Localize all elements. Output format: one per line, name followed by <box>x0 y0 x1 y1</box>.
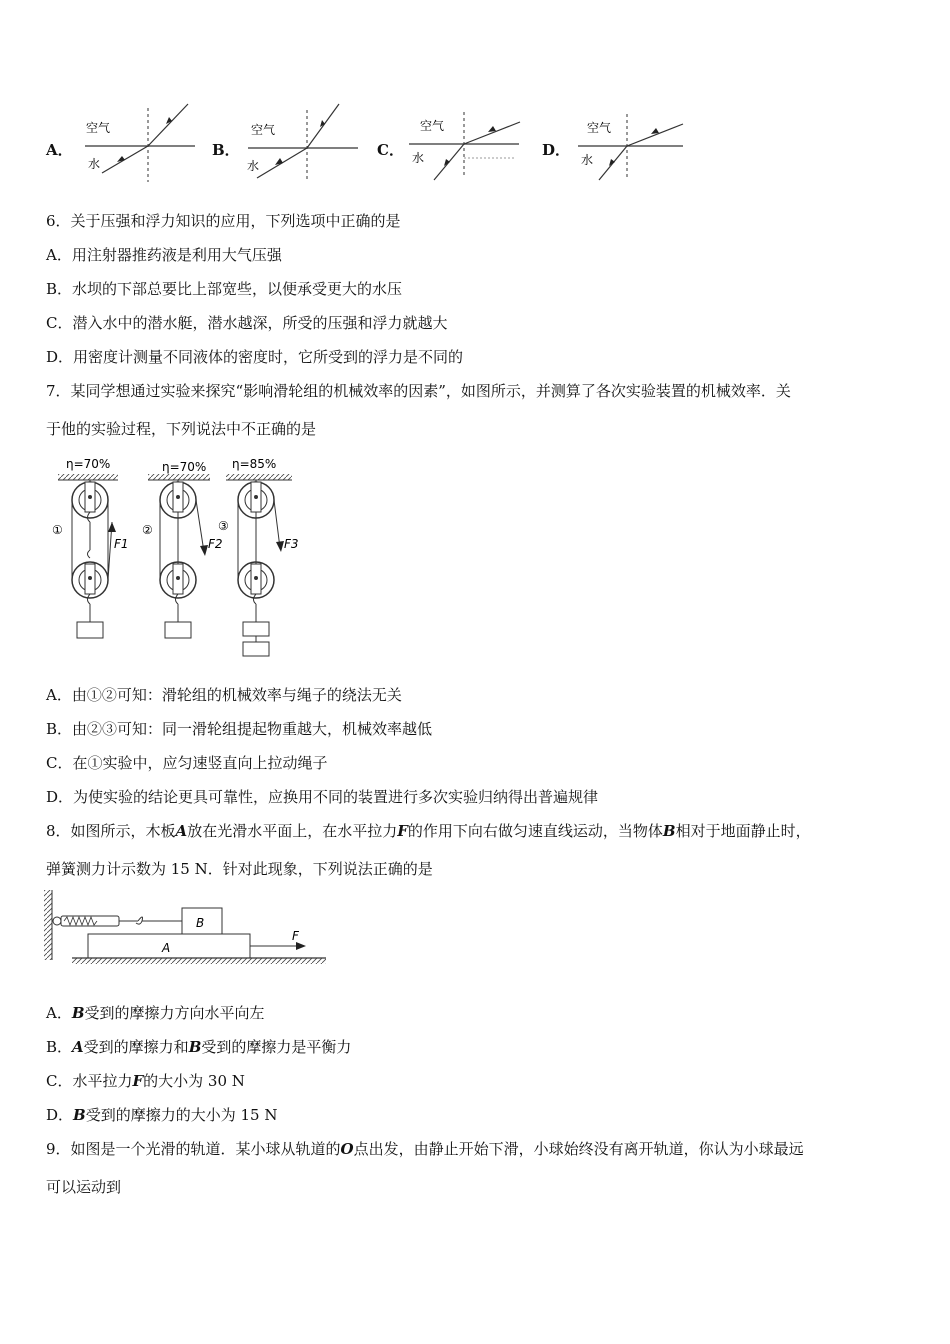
water-label: 水 <box>247 159 260 173</box>
water-label: 水 <box>581 153 594 167</box>
q7-pulley-figure <box>46 452 306 662</box>
q5-figure-c <box>404 106 524 186</box>
q7-option-b: B．由②③可知：同一滑轮组提起物重越大，机械效率越低 <box>46 720 433 738</box>
water-label: 水 <box>88 157 101 171</box>
q5-option-c-letter: C． <box>377 141 404 159</box>
force-f-label: F <box>292 929 299 943</box>
q8-option-c: C．水平拉力F的大小为 30 N <box>46 1072 245 1090</box>
q5-figure-b <box>243 98 363 188</box>
setup-label-1: ① <box>52 523 63 537</box>
q6-stem: 6．关于压强和浮力知识的应用，下列选项中正确的是 <box>46 212 401 230</box>
air-label: 空气 <box>86 121 111 135</box>
water-label: 水 <box>412 151 425 165</box>
q7-option-d: D．为使实验的结论更具可靠性，应换用不同的装置进行多次实验归纳得出普遍规律 <box>46 788 599 806</box>
force-label-f2: F2 <box>208 537 223 551</box>
q9-stem-line1: 9．如图是一个光滑的轨道．某小球从轨道的O点出发，由静止开始下滑，小球始终没有离开轨道，你认为小球最远 <box>46 1140 804 1158</box>
q8-option-d: D．B受到的摩擦力的大小为 15 N <box>46 1106 278 1124</box>
q7-stem-line2: 于他的实验过程，下列说法中不正确的是 <box>46 420 317 438</box>
q7-option-a: A．由①②可知：滑轮组的机械效率与绳子的绕法无关 <box>46 686 402 704</box>
pulley-setup-1 <box>52 480 129 638</box>
setup-label-3: ③ <box>218 519 229 533</box>
eta-label-2: η=70% <box>162 460 207 474</box>
pulley-setup-2 <box>142 480 223 638</box>
q5-option-d-letter: D． <box>542 141 571 159</box>
q8-option-b: B．A受到的摩擦力和B受到的摩擦力是平衡力 <box>46 1038 352 1056</box>
block-b-label: B <box>196 916 205 930</box>
q8-stem-line2: 弹簧测力计示数为 15 N．针对此现象，下列说法正确的是 <box>46 860 433 878</box>
q8-option-a: A．B受到的摩擦力方向水平向左 <box>46 1004 265 1022</box>
q7-option-c: C．在①实验中，应匀速竖直向上拉动绳子 <box>46 754 328 772</box>
force-label-f3: F3 <box>284 537 299 551</box>
air-label: 空气 <box>587 121 612 135</box>
q5-option-b-letter: B． <box>212 141 240 159</box>
force-label-f1: F1 <box>114 537 129 551</box>
air-label: 空气 <box>420 119 445 133</box>
q5-figure-d <box>573 106 693 186</box>
pulley-setup-3 <box>218 480 299 656</box>
q6-option-c: C．潜入水中的潜水艇，潜水越深，所受的压强和浮力就越大 <box>46 314 448 332</box>
q7-stem-line1: 7．某同学想通过实验来探究“影响滑轮组的机械效率的因素”，如图所示，并测算了各次实验装置的机械效率．关 <box>46 382 791 400</box>
q5-figure-a <box>80 98 200 188</box>
q5-option-a-letter: A． <box>46 141 73 159</box>
eta-label-3: η=85% <box>232 457 277 471</box>
q8-stem-line1: 8．如图所示，木板A放在光滑水平面上，在水平拉力F的作用下向右做匀速直线运动，当物体B相对于地面静止时， <box>46 822 811 840</box>
q9-stem-line2: 可以运动到 <box>46 1178 122 1196</box>
board-a-label: A <box>162 941 171 955</box>
q8-figure <box>42 888 332 968</box>
q6-option-d: D．用密度计测量不同液体的密度时，它所受到的浮力是不同的 <box>46 348 464 366</box>
q6-option-b: B．水坝的下部总要比上部宽些，以便承受更大的水压 <box>46 280 403 298</box>
q6-option-a: A．用注射器推药液是利用大气压强 <box>46 246 282 264</box>
air-label: 空气 <box>251 123 276 137</box>
eta-label-1: η=70% <box>66 457 111 471</box>
setup-label-2: ② <box>142 523 153 537</box>
